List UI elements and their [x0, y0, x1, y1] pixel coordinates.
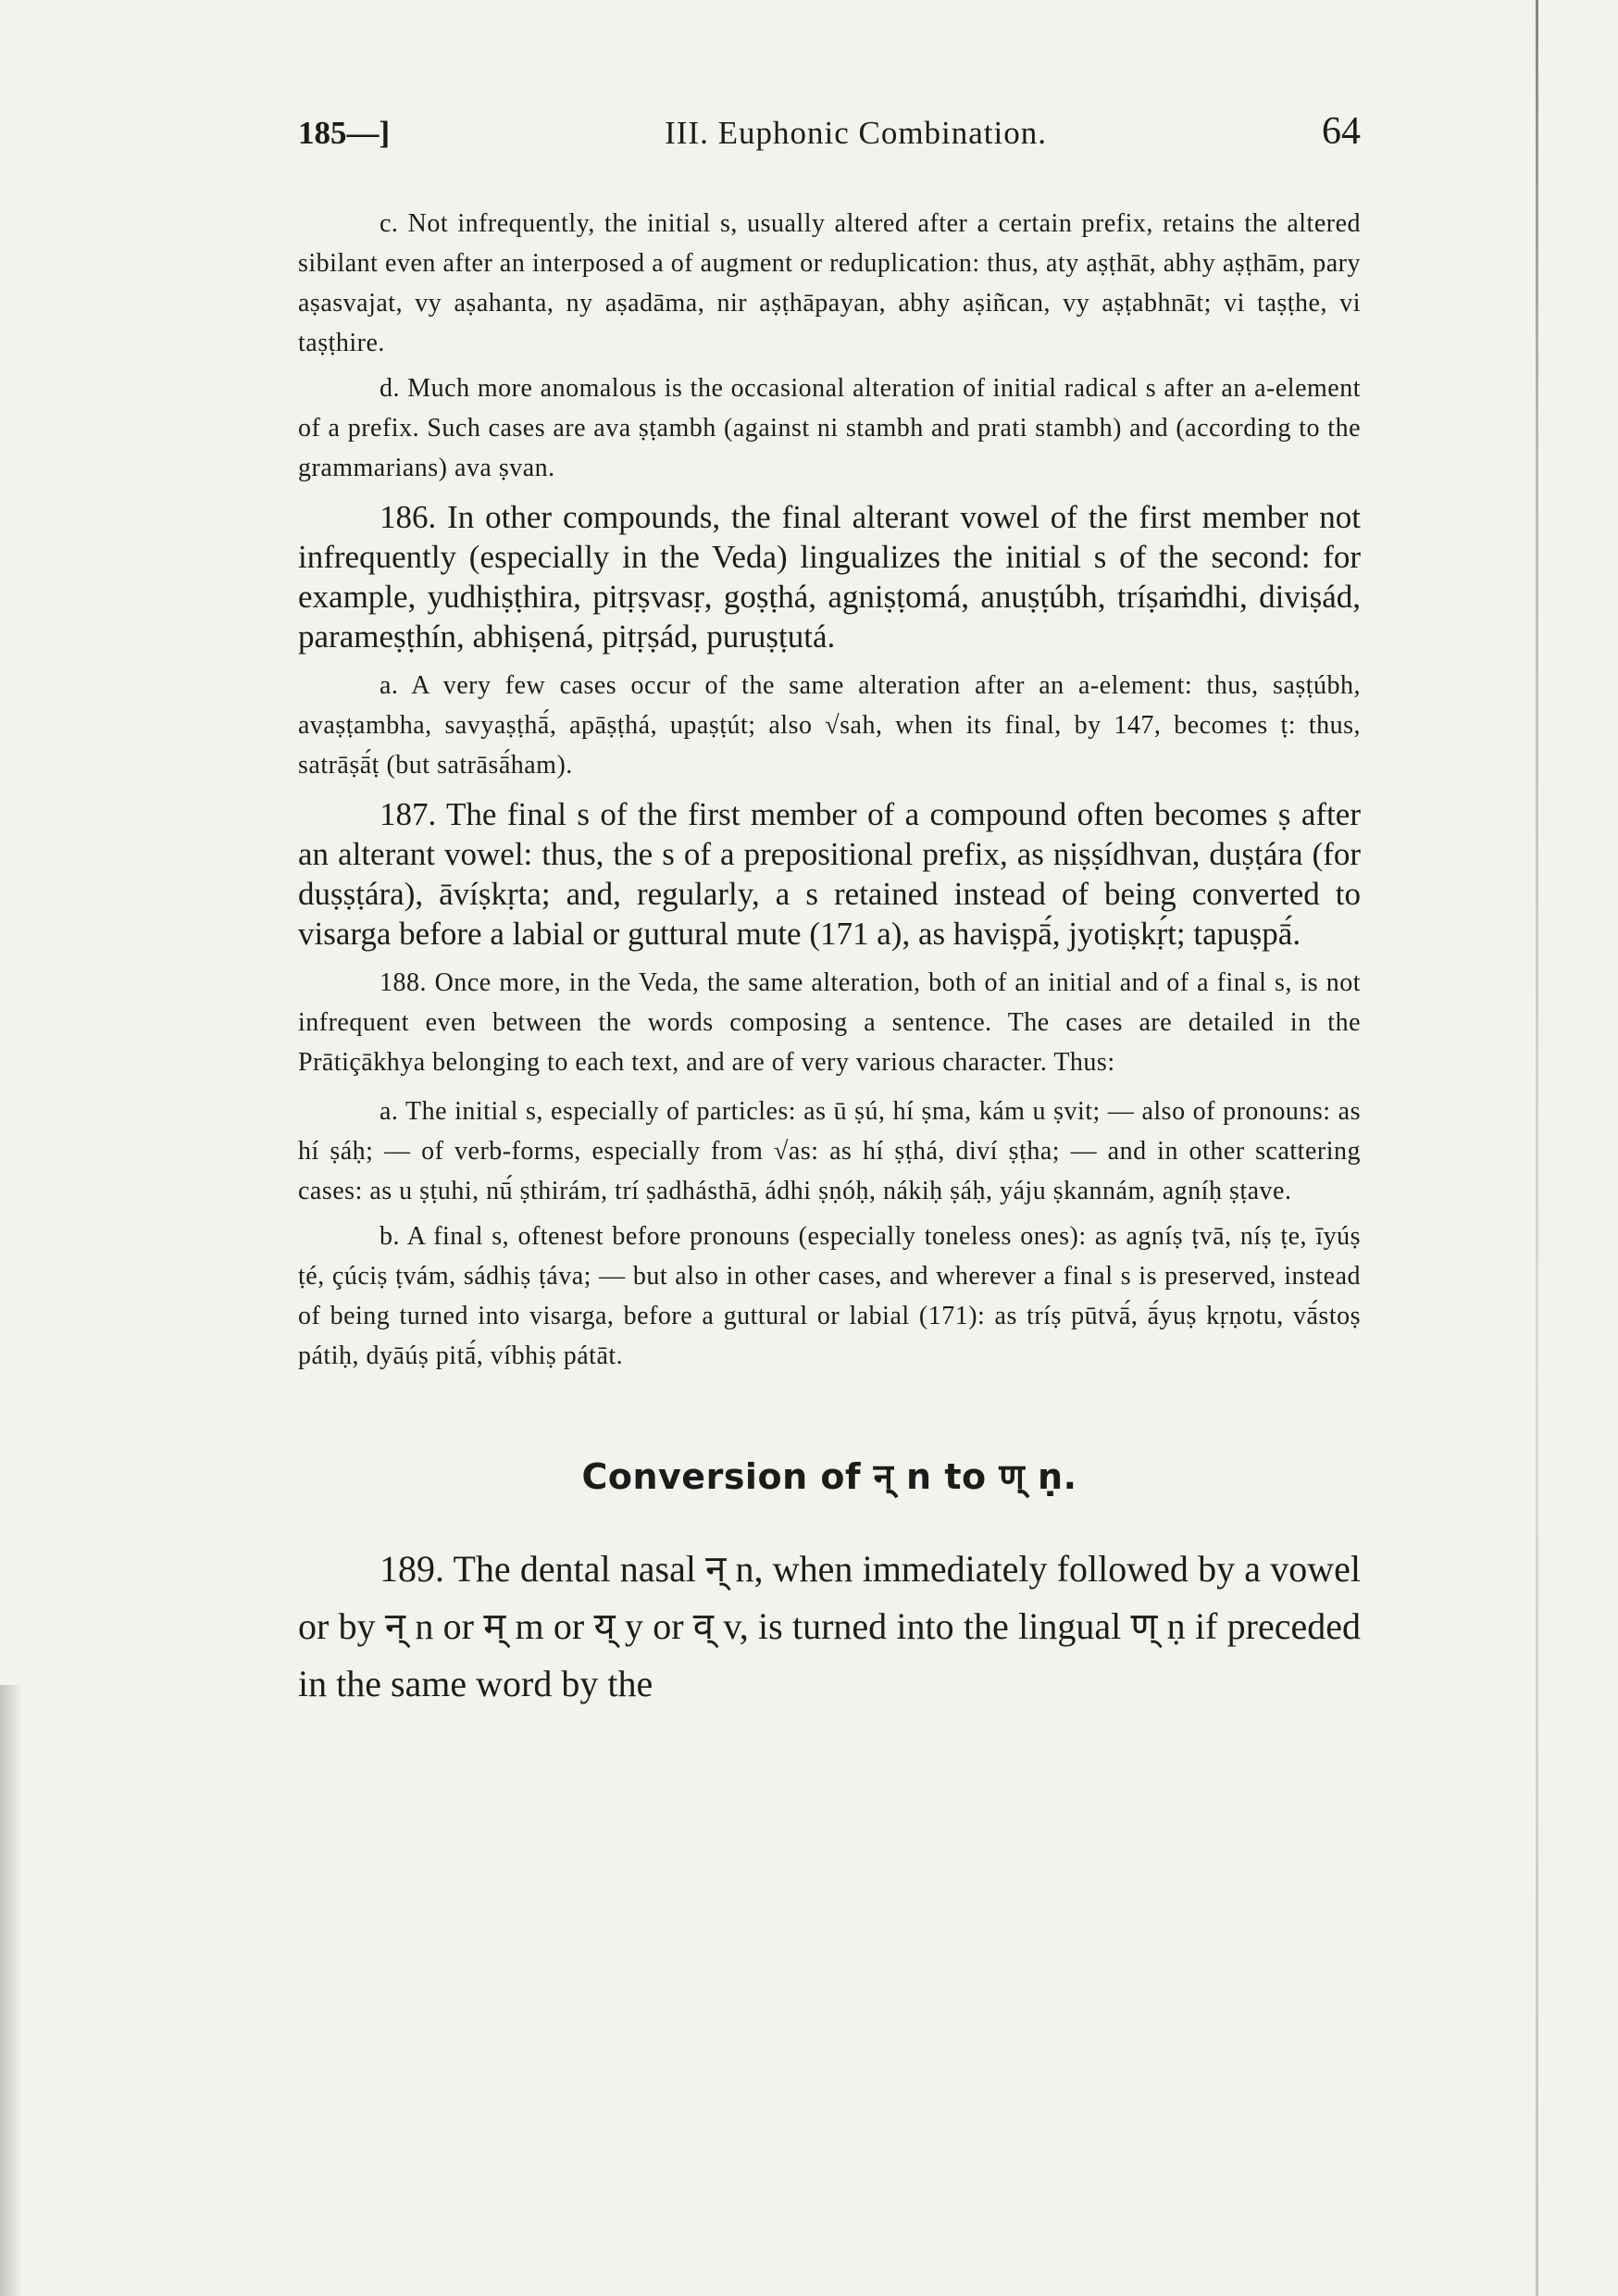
paragraph-185d: d. Much more anomalous is the occasional alteration of initial radical s after an a-element of a prefix. Such cases are ava ṣṭambh (against ni stambh and prati stambh) and (according to the grammarians) ava ṣvan.: [298, 374, 1361, 482]
paragraph-186a: a. A very few cases occur of the same alteration after an a-element: thus, saṣṭúbh, avaṣṭambha, savyaṣṭhā́, apāṣṭhá, upaṣṭút; also √sah, when its final, by 147, becomes ṭ: thus, satrāṣā́ṭ (but satrāsā́ham).: [298, 671, 1361, 780]
paragraph-188b: b. A final s, oftenest before pronouns (especially toneless ones): as agníṣ ṭvā, níṣ ṭe, īyúṣ ṭé, çúciṣ ṭvám, sádhiṣ ṭáva; — but also in other cases, and wherever a final s is preserved, instead of being turned into visarga, before a guttural or labial (171): as tríṣ pūtvā́, ā́yuṣ kṛṇotu, vā́stoṣ pátiḥ, dyāúṣ pitā́, víbhiṣ pátāt.: [298, 1222, 1361, 1370]
paragraph-187: 187. The final s of the first member of a compound often becomes ṣ after an alterant vowel: thus, the s of a prepositional prefix, as niṣṣídhvan, duṣṭára (for duṣṣṭára), āvíṣkṛta; and, regularly, a s retained instead of being converted to visarga before a labial or guttural mute (171 a), as haviṣpā́, jyotiṣkṛ́t; tapuṣpā́.: [298, 796, 1361, 952]
section-heading: Conversion of न् n to ण् ṇ.: [581, 1456, 1077, 1497]
chapter-title: III. Euphonic Combination.: [665, 115, 1048, 151]
section-number: 185—]: [298, 115, 391, 151]
paragraph-188: 188. Once more, in the Veda, the same alteration, both of an initial and of a final s, is not infrequent even between the words composing a sentence. The cases are detailed in the Prātiçākhya belonging to each text, and are of very various character. Thus:: [298, 968, 1361, 1077]
scan-edge-right: [1536, 0, 1538, 2296]
paragraph-186: 186. In other compounds, the final alterant vowel of the first member not infrequently (especially in the Veda) lingualizes the initial s of the second: for example, yudhiṣṭhira, pitṛṣvasṛ, goṣṭhá, agniṣṭomá, anuṣṭúbh, tríṣaṁdhi, diviṣád, parameṣṭhín, abhiṣená, pitṛṣád, puruṣṭutá.: [298, 499, 1361, 655]
paragraph-188a: a. The initial s, especially of particles: as ū ṣú, hí ṣma, kám u ṣvit; — also of pronouns: as hí ṣáḥ; — of verb-forms, especially from √as: as hí ṣṭhá, diví ṣṭha; — and in other scattering cases: as u ṣṭuhi, nū́ ṣthirám, trí ṣadhásthā, ádhi ṣṇóḥ, nákiḥ ṣáḥ, yáju ṣkannám, agníḥ ṣṭave.: [298, 1097, 1361, 1205]
paragraph-185c: c. Not infrequently, the initial s, usually altered after a certain prefix, retains the altered sibilant even after an interposed a of augment or reduplication: thus, aty aṣṭhāt, abhy aṣṭhām, pary aṣasvajat, vy aṣahanta, ny aṣadāma, nir aṣṭhāpayan, abhy aṣiñcan, vy aṣṭabhnāt; vi taṣṭhe, vi taṣṭhire.: [298, 209, 1361, 357]
scan-edge-left: [0, 1685, 22, 2296]
page-number: 64: [1321, 110, 1361, 153]
running-head: [298, 109, 1361, 154]
page: [298, 109, 1361, 1713]
paragraph-189: 189. The dental nasal न् n, when immediately followed by a vowel or by न् n or म् m or य् y or व् v, is turned into the lingual ण् ṇ if preceded in the same word by the: [298, 1548, 1361, 1704]
